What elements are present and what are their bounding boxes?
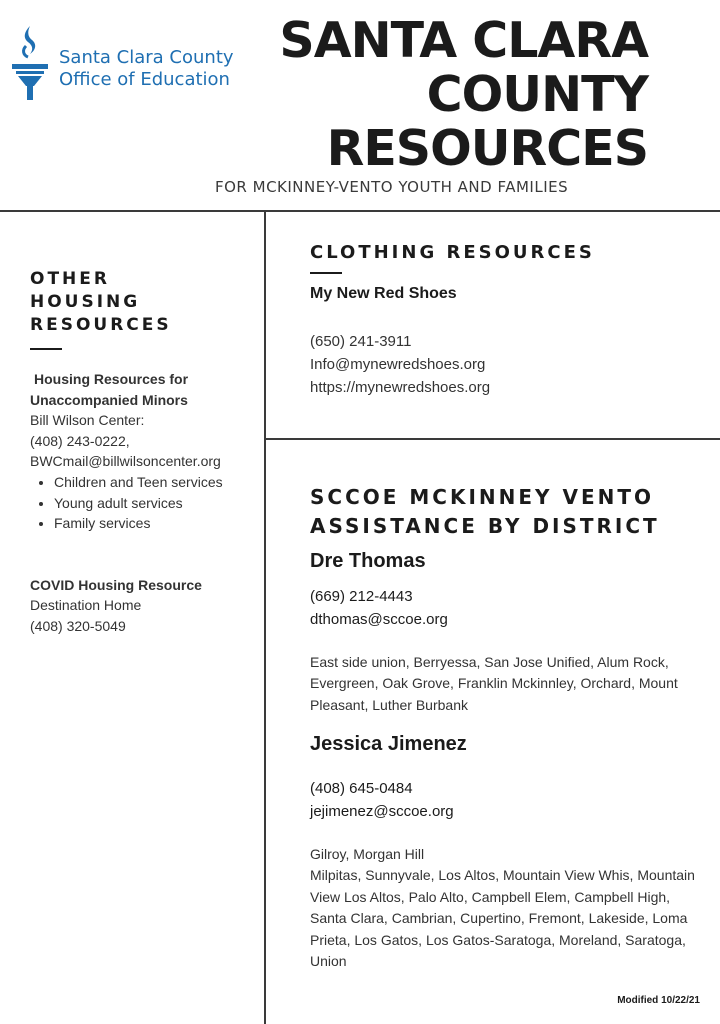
heading-rule <box>30 348 62 350</box>
contact-info <box>310 777 454 823</box>
page-subtitle: FOR MCKINNEY-VENTO YOUTH AND FAMILIES <box>215 178 569 196</box>
clothing-heading: CLOTHING RESOURCES <box>310 242 595 263</box>
covid-phone: (408) 320-5049 <box>30 617 126 634</box>
org-name: Bill Wilson Center: <box>30 412 145 429</box>
clothing-contact <box>310 330 490 399</box>
contact-info <box>310 585 448 631</box>
list-item: • Young adult services <box>54 493 260 514</box>
top-divider <box>0 210 720 212</box>
list-item: • Family services <box>54 513 260 534</box>
sccoe-logo <box>8 24 238 104</box>
heading-line: ASSISTANCE BY DISTRICT <box>310 514 660 538</box>
covid-org: Destination Home <box>30 597 142 614</box>
district-list <box>310 844 710 972</box>
other-housing-section <box>30 369 260 637</box>
page-title <box>240 14 648 176</box>
modified-date: Modified 10/22/21 <box>617 995 700 1006</box>
district-text: East side union, Berryessa, San Jose Unified, Alum Rock, Evergreen, Oak Grove, Franklin Mckinnley, Orchard, Mount Pleasant, Luther Burbank <box>310 654 678 713</box>
district-text: Gilroy, Morgan Hill <box>310 846 425 862</box>
torch-icon <box>8 24 52 104</box>
section-divider <box>265 438 720 440</box>
heading-line: OTHER <box>30 269 110 289</box>
district-text: Milpitas, Sunnyvale, Los Altos, Mountain View Whis, Mountain View Los Altos, Palo Alto, Campbell Elem, Campbell High, Santa Clara, Cambrian, Cupertino, Fremont, Lakeside, Loma Prieta, Los Gatos, Los Gatos-Saratoga, Moreland, Saratoga, Union <box>310 867 695 970</box>
heading-rule <box>310 272 342 274</box>
org-email[interactable]: BWCmail@billwilsoncenter.org <box>30 453 221 470</box>
contact-phone: (408) 645-0484 <box>310 780 413 797</box>
heading-line: RESOURCES <box>30 315 172 335</box>
list-item: • Children and Teen services <box>54 472 260 493</box>
clothing-org-name: My New Red Shoes <box>310 285 457 302</box>
contact-email[interactable]: dthomas@sccoe.org <box>310 611 448 628</box>
housing-title-line-2: Unaccompanied Minors <box>30 391 188 408</box>
logo-text <box>59 47 234 91</box>
other-housing-heading <box>30 268 172 337</box>
contact-name: Dre Thomas <box>310 550 426 572</box>
clothing-email[interactable]: Info@mynewredshoes.org <box>310 356 486 373</box>
sccoe-heading <box>310 483 710 541</box>
title-line-1: SANTA CLARA <box>279 12 648 69</box>
contact-phone: (669) 212-4443 <box>310 588 413 605</box>
contact-name: Jessica Jimenez <box>310 733 467 755</box>
district-list <box>310 652 710 716</box>
column-divider <box>264 211 266 1024</box>
heading-line: HOUSING <box>30 292 141 312</box>
contact-email[interactable]: jejimenez@sccoe.org <box>310 803 454 820</box>
clothing-phone: (650) 241-3911 <box>310 333 412 350</box>
title-line-3: RESOURCES <box>326 120 648 177</box>
logo-line-1: Santa Clara County <box>59 47 234 68</box>
heading-line: SCCOE MCKINNEY VENTO <box>310 485 655 509</box>
covid-title: COVID Housing Resource <box>30 576 202 593</box>
logo-line-2: Office of Education <box>59 69 230 90</box>
clothing-url[interactable]: https://mynewredshoes.org <box>310 379 491 396</box>
title-line-2: COUNTY <box>426 66 648 123</box>
housing-title-line-1: Housing Resources for <box>34 371 189 387</box>
services-list <box>30 472 260 534</box>
org-phone: (408) 243-0222, <box>30 432 130 449</box>
